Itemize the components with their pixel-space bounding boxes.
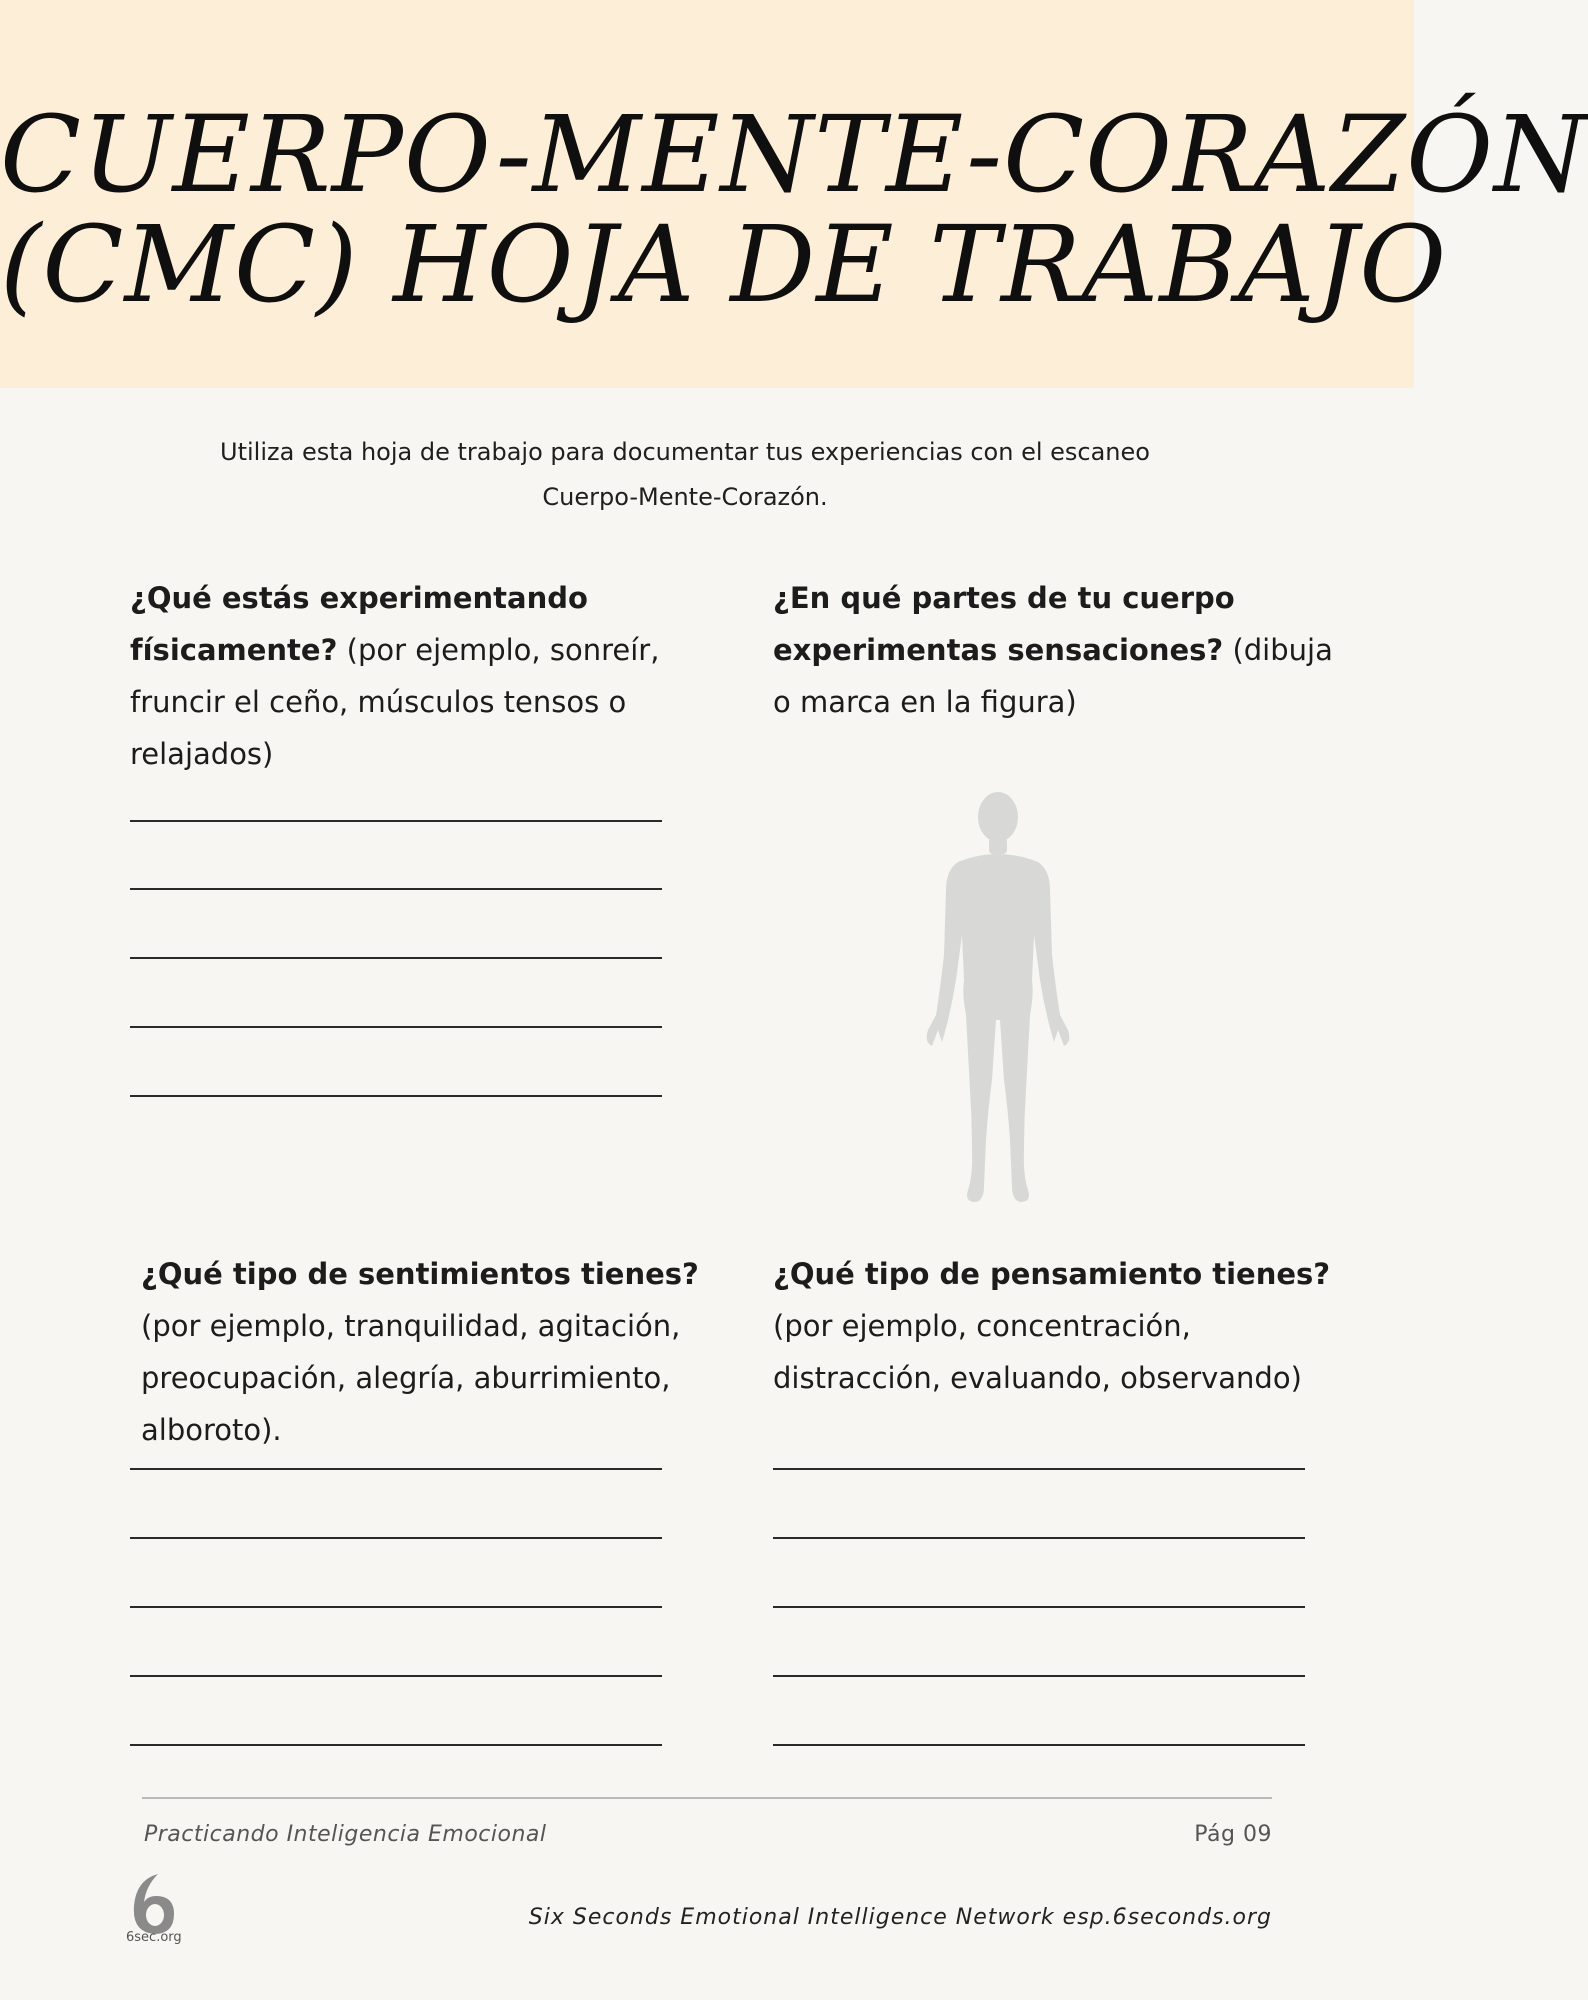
question-body-bold: ¿En qué partes de tu cuerpo experimentas sensaciones?	[773, 581, 1235, 667]
human-body-silhouette-icon[interactable]	[918, 790, 1078, 1210]
question-physical-bold: ¿Qué estás experimentando físicamente?	[130, 581, 588, 667]
answer-line[interactable]	[130, 957, 662, 959]
question-body-sensations	[773, 572, 1333, 728]
intro-line-1: Utiliza esta hoja de trabajo para documentar tus experiencias con el escaneo	[220, 438, 1150, 466]
answer-line[interactable]	[130, 820, 662, 822]
intro-text	[120, 430, 1250, 520]
network-credit: Six Seconds Emotional Intelligence Network esp.6seconds.org	[528, 1905, 1272, 1930]
question-thoughts	[773, 1248, 1333, 1404]
header-banner	[0, 0, 1588, 388]
question-thoughts-bold: ¿Qué tipo de pensamiento tienes?	[773, 1257, 1331, 1291]
answer-line[interactable]	[773, 1675, 1305, 1677]
question-feelings-example: (por ejemplo, tranquilidad, agitación, preocupación, alegría, aburrimiento, alboroto).	[141, 1309, 681, 1447]
question-physical-example: (por ejemplo, sonreír, fruncir el ceño, músculos tensos o relajados)	[130, 633, 660, 771]
footer-divider	[142, 1797, 1272, 1799]
answer-line[interactable]	[130, 1675, 662, 1677]
question-feelings	[141, 1248, 701, 1456]
answer-line[interactable]	[130, 1537, 662, 1539]
page-title-line-1: CUERPO-MENTE-CORAZÓN	[0, 93, 1588, 216]
question-body-example: (dibuja o marca en la figura)	[773, 633, 1333, 719]
answer-line[interactable]	[130, 1468, 662, 1470]
question-thoughts-example: (por ejemplo, concentración, distracción, evaluando, observando)	[773, 1309, 1302, 1395]
page-number: Pág 09	[1194, 1822, 1272, 1847]
answer-line[interactable]	[130, 1606, 662, 1608]
answer-line[interactable]	[130, 1095, 662, 1097]
answer-line[interactable]	[130, 1026, 662, 1028]
page-title-line-2: (CMC) HOJA DE TRABAJO	[0, 203, 1448, 326]
answer-line[interactable]	[773, 1537, 1305, 1539]
intro-line-2: Cuerpo-Mente-Corazón.	[542, 483, 828, 511]
answer-line[interactable]	[773, 1468, 1305, 1470]
answer-line[interactable]	[773, 1744, 1305, 1746]
question-feelings-bold: ¿Qué tipo de sentimientos tienes?	[141, 1257, 699, 1291]
answer-line[interactable]	[130, 1744, 662, 1746]
footer-book-title: Practicando Inteligencia Emocional	[144, 1822, 547, 1847]
answer-line[interactable]	[773, 1606, 1305, 1608]
question-physical	[130, 572, 690, 780]
answer-line[interactable]	[130, 888, 662, 890]
logo-caption: 6sec.org	[126, 1930, 182, 1945]
